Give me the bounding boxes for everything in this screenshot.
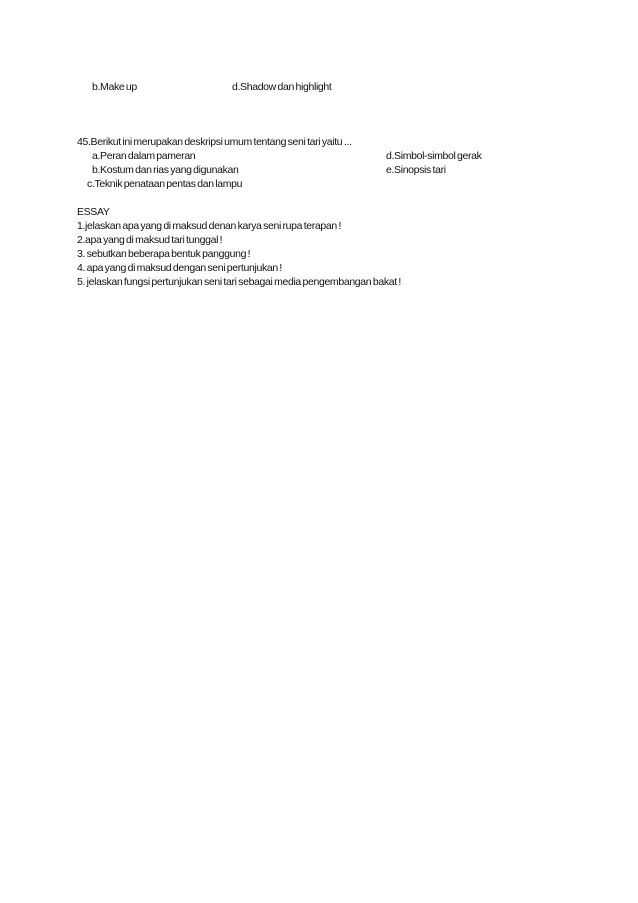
essay-heading: ESSAY (77, 206, 110, 218)
question-45-option-e: e.Sinopsis tari (386, 164, 446, 176)
essay-item-2: 2.apa yang di maksud tari tunggal ! (77, 234, 223, 246)
question-45-option-c: c.Teknik penataan pentas dan lampu (87, 178, 243, 190)
prev-option-b: b.Make up (92, 81, 137, 93)
question-45-option-d: d.Simbol-simbol gerak (386, 150, 482, 162)
essay-item-4: 4. apa yang di maksud dengan seni pertunjukan ! (77, 262, 282, 274)
essay-item-3: 3. sebutkan beberapa bentuk panggung ! (77, 248, 251, 260)
question-45-option-b: b.Kostum dan rias yang digunakan (92, 164, 239, 176)
question-45-option-a: a.Peran dalam pameran (92, 150, 196, 162)
essay-item-1: 1.jelaskan apa yang di maksud denan karya seni rupa terapan ! (77, 220, 342, 232)
essay-item-5: 5. jelaskan fungsi pertunjukan seni tari sebagai media pengembangan bakat ! (77, 276, 401, 288)
prev-option-d: d.Shadow dan highlight (232, 81, 332, 93)
question-45-text: 45.Berikut ini merupakan deskripsi umum tentang seni tari yaitu ... (77, 136, 352, 148)
